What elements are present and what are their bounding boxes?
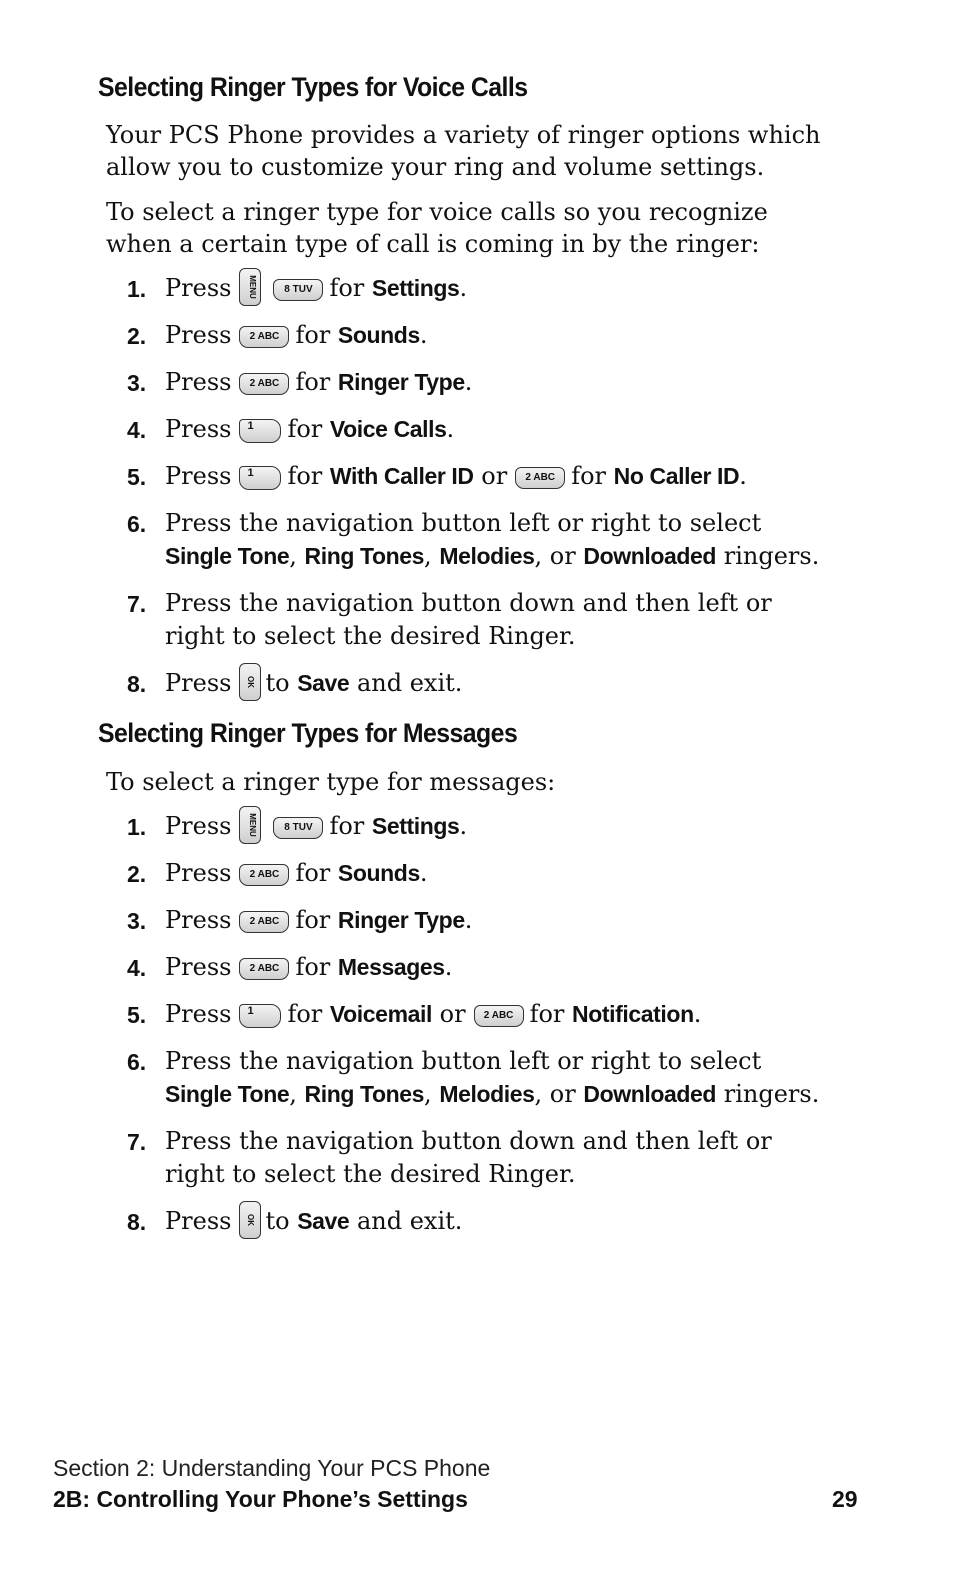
step-text: Press the navigation button left or right to select (165, 1047, 762, 1075)
step-text: . (464, 368, 473, 396)
step-text: . (459, 812, 468, 840)
step-text: for (329, 274, 365, 302)
step-bold-term: Voice Calls (329, 416, 447, 442)
intro-paragraph: Your PCS Phone provides a variety of ringer options which allow you to customize your ring and volume settings. (106, 121, 821, 181)
step-item (0, 904, 954, 951)
step-item (0, 587, 954, 667)
step-text: . (739, 462, 747, 490)
two-key-icon: 2 ABC (239, 326, 289, 348)
footer-section-title: Section 2: Understanding Your PCS Phone (53, 1455, 491, 1481)
one-key-icon: 1 (239, 466, 281, 490)
section-heading-voice-calls: Selecting Ringer Types for Voice Calls (98, 72, 528, 102)
two-key-icon: 2 ABC (515, 467, 565, 489)
step-item (0, 507, 954, 587)
step-text: for (287, 415, 323, 443)
step-text: for (295, 859, 331, 887)
eight-key-icon: 8 TUV (273, 817, 323, 839)
step-item (0, 667, 954, 714)
step-text: and exit. (356, 669, 463, 697)
step-text: . (419, 859, 428, 887)
step-text: . (446, 415, 455, 443)
step-text: or (481, 462, 508, 490)
step-text: Press the navigation button down and then left or right to select the desired Ringer. (165, 589, 772, 650)
step-text: Press (165, 906, 232, 934)
step-number: 4. (127, 955, 147, 981)
step-text: or (439, 1000, 466, 1028)
step-bold-term: Settings (371, 813, 460, 839)
step-number: 6. (127, 1049, 147, 1075)
step-bold-term: Single Tone (165, 1081, 290, 1107)
step-text: Press (165, 415, 232, 443)
step-text: . (464, 906, 473, 934)
step-bold-term: Voicemail (329, 1001, 433, 1027)
step-bold-term: Melodies (439, 543, 535, 569)
instruction-paragraph: To select a ringer type for messages: (106, 768, 556, 796)
step-number: 3. (127, 908, 147, 934)
step-bold-term: No Caller ID (613, 463, 740, 489)
step-number: 5. (127, 464, 147, 490)
step-bold-term: Save (297, 670, 350, 696)
step-text: . (459, 274, 468, 302)
step-number: 3. (127, 370, 147, 396)
step-text: Press (165, 1207, 232, 1235)
step-text: to (265, 1207, 290, 1235)
step-number: 2. (127, 861, 147, 887)
step-text: , or (534, 1080, 576, 1108)
step-text: Press (165, 859, 232, 887)
step-number: 7. (127, 1129, 147, 1155)
step-number: 4. (127, 417, 147, 443)
section-heading-messages: Selecting Ringer Types for Messages (98, 718, 518, 748)
step-text: for (529, 1000, 565, 1028)
step-bold-term: Save (297, 1208, 350, 1234)
step-item (0, 857, 954, 904)
step-bold-term: Notification (572, 1001, 694, 1027)
step-text: Press the navigation button left or right to select (165, 509, 762, 537)
one-key-icon: 1 (239, 419, 281, 443)
step-text: for (295, 321, 331, 349)
step-bold-term: Ring Tones (304, 1081, 425, 1107)
step-text: Press (165, 368, 232, 396)
step-bold-term: Settings (371, 275, 460, 301)
step-number: 2. (127, 323, 147, 349)
step-text: , or (534, 542, 576, 570)
step-number: 1. (127, 814, 147, 840)
step-item (0, 1045, 954, 1125)
step-text: . (419, 321, 428, 349)
step-text: Press (165, 274, 232, 302)
step-text: for (295, 953, 331, 981)
step-bold-term: With Caller ID (329, 463, 474, 489)
step-text: ringers. (723, 1080, 820, 1108)
step-bold-term: Downloaded (583, 1081, 717, 1107)
step-text: for (571, 462, 607, 490)
ok-key-icon: OK (239, 1201, 261, 1239)
step-text: . (693, 1000, 702, 1028)
step-text: and exit. (356, 1207, 463, 1235)
step-text: , (424, 542, 432, 570)
eight-key-icon: 8 TUV (273, 279, 323, 301)
step-text: Press (165, 321, 232, 349)
step-text: to (265, 669, 290, 697)
step-text: ringers. (723, 542, 820, 570)
footer-chapter-title: 2B: Controlling Your Phone’s Settings (53, 1486, 468, 1512)
instruction-paragraph: To select a ringer type for voice calls so you recognize when a certain type of call is coming in by the ringer: (106, 198, 768, 258)
step-text: Press (165, 1000, 232, 1028)
voice-calls-steps (0, 272, 954, 714)
step-bold-term: Ringer Type (337, 907, 465, 933)
step-text: Press (165, 953, 232, 981)
step-number: 7. (127, 591, 147, 617)
one-key-icon: 1 (239, 1004, 281, 1028)
step-number: 8. (127, 671, 147, 697)
step-item (0, 810, 954, 857)
menu-key-icon: MENU (239, 268, 261, 306)
messages-steps (0, 810, 954, 1252)
step-item (0, 366, 954, 413)
step-bold-term: Melodies (439, 1081, 535, 1107)
step-item (0, 413, 954, 460)
two-key-icon: 2 ABC (239, 958, 289, 980)
step-text: for (295, 368, 331, 396)
step-number: 6. (127, 511, 147, 537)
step-number: 1. (127, 276, 147, 302)
step-item (0, 272, 954, 319)
two-key-icon: 2 ABC (239, 373, 289, 395)
step-item (0, 319, 954, 366)
step-text: Press (165, 669, 232, 697)
step-bold-term: Messages (337, 954, 445, 980)
step-text: for (329, 812, 365, 840)
step-number: 8. (127, 1209, 147, 1235)
two-key-icon: 2 ABC (239, 864, 289, 886)
two-key-icon: 2 ABC (239, 911, 289, 933)
step-item (0, 998, 954, 1045)
step-item (0, 951, 954, 998)
step-bold-term: Ring Tones (304, 543, 425, 569)
step-text: Press (165, 812, 232, 840)
step-bold-term: Downloaded (583, 543, 717, 569)
step-bold-term: Sounds (337, 322, 420, 348)
step-bold-term: Single Tone (165, 543, 290, 569)
step-bold-term: Ringer Type (337, 369, 465, 395)
step-text: , (289, 1080, 297, 1108)
menu-key-icon: MENU (239, 806, 261, 844)
two-key-icon: 2 ABC (474, 1005, 524, 1027)
step-item (0, 460, 954, 507)
step-number: 5. (127, 1002, 147, 1028)
step-text: . (444, 953, 453, 981)
page-number: 29 (832, 1486, 858, 1512)
step-text: , (289, 542, 297, 570)
step-text: for (287, 462, 323, 490)
step-bold-term: Sounds (337, 860, 420, 886)
ok-key-icon: OK (239, 663, 261, 701)
step-text: Press the navigation button down and then left or right to select the desired Ringer. (165, 1127, 772, 1188)
step-item (0, 1125, 954, 1205)
step-item (0, 1205, 954, 1252)
step-text: for (287, 1000, 323, 1028)
step-text: Press (165, 462, 232, 490)
step-text: for (295, 906, 331, 934)
step-text: , (424, 1080, 432, 1108)
